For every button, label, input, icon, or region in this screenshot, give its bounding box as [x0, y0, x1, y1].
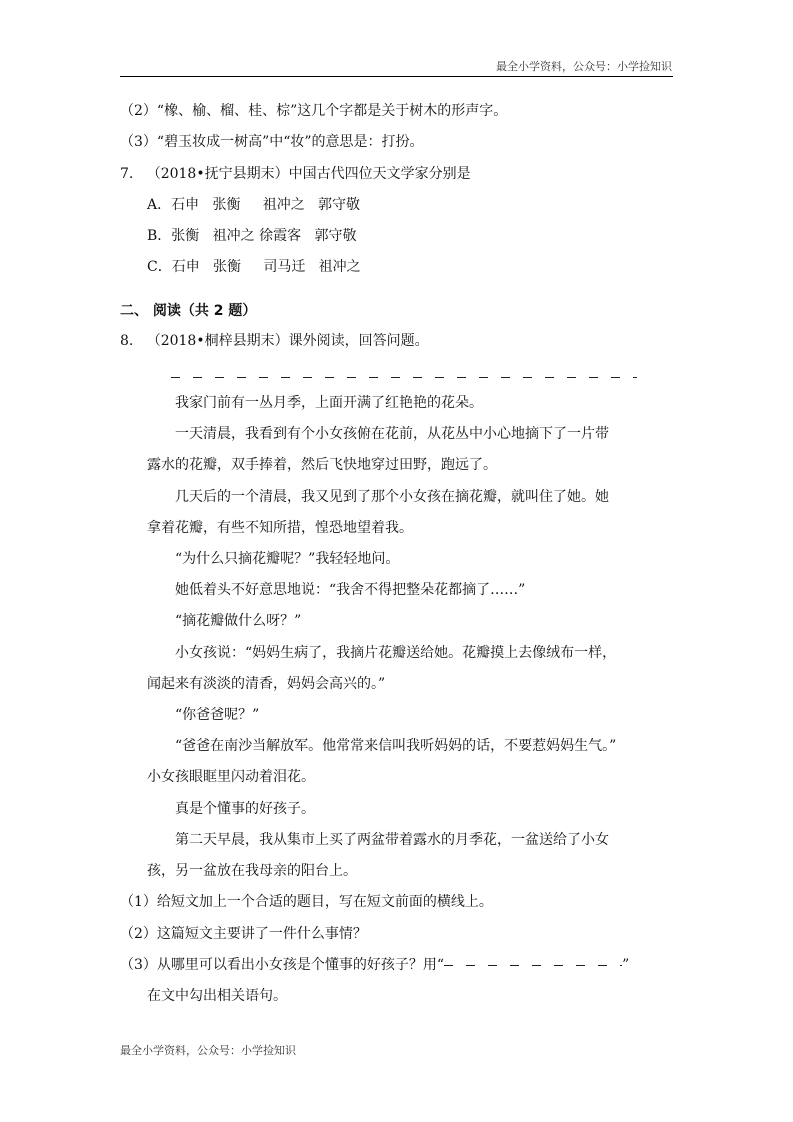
- passage-paragraph: 几天后的一个清晨，我又见到了那个小女孩在摘花瓣，就叫住了她。她: [175, 489, 609, 505]
- subitem-3: （3）“碧玉妆成一树高”中“妆”的意思是：打扮。: [120, 134, 424, 150]
- passage-paragraph: “你爸爸呢？”: [175, 707, 260, 723]
- header-rule: [120, 76, 673, 77]
- passage-paragraph: 她低着头不好意思地说：“我舍不得把整朵花都摘了……”: [175, 582, 526, 598]
- passage-paragraph: “摘花瓣做什么呀？”: [175, 613, 302, 629]
- page-footer: 最全小学资料，公众号：小学捡知识: [120, 1044, 296, 1057]
- page-header: 最全小学资料，公众号：小学捡知识: [496, 60, 672, 73]
- passage-paragraph: 孩，另一盆放在我母亲的阳台上。: [147, 863, 357, 879]
- subitem-2: （2）“橡、榆、榴、桂、棕”这几个字都是关于树木的形声字。: [120, 103, 508, 119]
- passage-paragraph: 真是个懂事的好孩子。: [175, 801, 315, 817]
- question-8-stem: 8. （2018•桐梓县期末）课外阅读，回答问题。: [120, 333, 429, 349]
- passage-paragraph: 小女孩说：“妈妈生病了，我摘片花瓣送给她。花瓣摸上去像绒布一样，: [175, 645, 617, 661]
- question-7-option-b: B．张衡 祖冲之 徐霞客 郭守敬: [147, 228, 357, 244]
- subquestion-3-text: （3）从哪里可以看出小女孩是个懂事的好孩子？用“: [120, 957, 445, 973]
- subquestion-3-close-quote: ”: [622, 957, 630, 973]
- question-7-stem: 7. （2018•抚宁县期末）中国古代四位天文学家分别是: [120, 166, 471, 182]
- question-7-option-c: C．石申 张衡 司马迁 祖冲之: [147, 259, 361, 275]
- subquestion-3: [120, 957, 629, 973]
- passage-paragraph: “为什么只摘花瓣呢？”我轻轻地问。: [175, 551, 400, 567]
- passage-paragraph: 第二天早晨，我从集市上买了两盆带着露水的月季花，一盆送给了小女: [175, 832, 609, 848]
- passage-paragraph: “爸爸在南沙当解放军。他常常来信叫我听妈妈的话，不要惹妈妈生气。”: [175, 738, 617, 754]
- passage-paragraph: 拿着花瓣，有些不知所措，惶恐地望着我。: [147, 520, 413, 536]
- subquestion-3-continuation: 在文中勾出相关语句。: [147, 988, 287, 1004]
- passage-paragraph: 闻起来有淡淡的清香，妈妈会高兴的。”: [147, 676, 386, 692]
- passage-paragraph: 我家门前有一丛月季，上面开满了红艳艳的花朵。: [175, 395, 483, 411]
- passage-paragraph: 一天清晨，我看到有个小女孩俯在花前，从花丛中小心地摘下了一片带: [175, 426, 609, 442]
- question-7-option-a: A．石申 张衡 祖冲之 郭守敬: [147, 197, 361, 213]
- section-title: 二、 阅读（共 2 题）: [120, 303, 257, 319]
- subquestion-2: （2）这篇短文主要讲了一件什么事情？: [120, 926, 367, 942]
- underline-blank: [444, 960, 622, 970]
- passage-paragraph: 小女孩眼眶里闪动着泪花。: [147, 769, 315, 785]
- subquestion-1: （1）给短文加上一个合适的题目，写在短文前面的横线上。: [120, 894, 493, 910]
- title-blank-line: [171, 371, 637, 383]
- passage-paragraph: 露水的花瓣，双手捧着，然后飞快地穿过田野，跑远了。: [147, 457, 497, 473]
